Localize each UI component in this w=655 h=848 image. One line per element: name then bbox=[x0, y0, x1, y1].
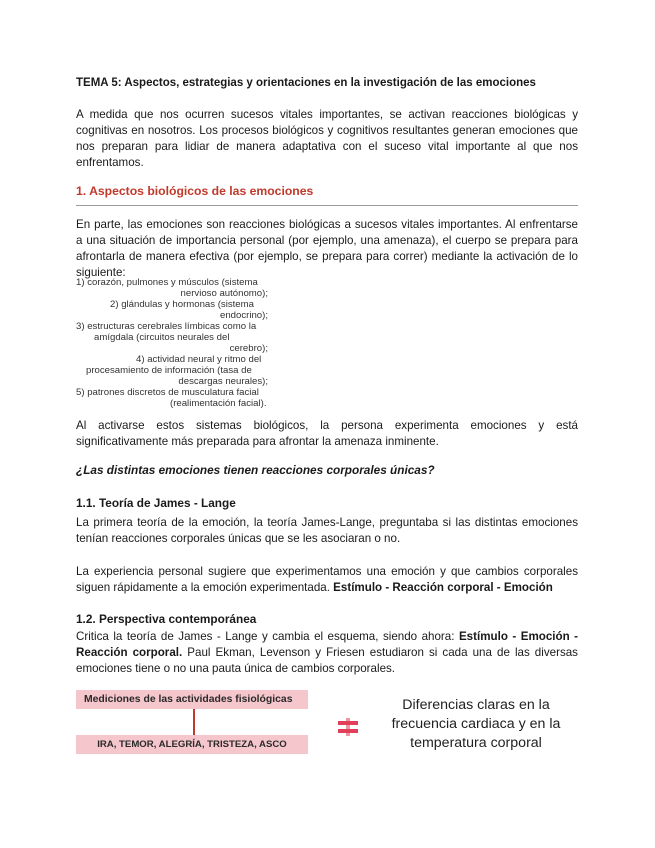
list-line: cerebro); bbox=[229, 343, 268, 354]
connector-line bbox=[193, 709, 195, 735]
list-line: nervioso autónomo); bbox=[180, 288, 268, 299]
after-list-paragraph: Al activarse estos sistemas biológicos, la persona experimenta emociones y está significativamente más preparada para afrontar la amenaza inminente. bbox=[76, 419, 578, 448]
section12-text-end: Paul Ekman, Levenson y Friesen estudiaron si cada una de las diversas emociones tiene o no una pauta única de cambios corporales. bbox=[76, 646, 578, 675]
equals-icon bbox=[336, 715, 360, 739]
list-line: endocrino); bbox=[220, 310, 268, 321]
section11-heading: 1.1. Teoría de James - Lange bbox=[76, 496, 236, 510]
list-line: amígdala (circuitos neurales del bbox=[94, 332, 230, 343]
section11-paragraph-1: La primera teoría de la emoción, la teoría James-Lange, preguntaba si las distintas emociones tenían reacciones corporales únicas que se les asociaran o no. bbox=[76, 516, 578, 545]
section11-text: La experiencia personal sugiere que experimentamos una emoción y que cambios corporales siguen rápidamente a la emoción experimentada. bbox=[76, 565, 578, 594]
james-lange-scheme: Estímulo - Reacción corporal - Emoción bbox=[333, 581, 553, 594]
section1-paragraph: En parte, las emociones son reacciones biológicas a sucesos vitales importantes. Al enfrentarse a una situación de importancia personal (por ejemplo, una amenaza), el cuerpo se prepara para afrontarla de manera efectiva (por ejemplo, se prepara para correr) mediante la activación de lo siguiente: bbox=[76, 218, 578, 279]
list-line: 1) corazón, pulmones y músculos (sistema bbox=[76, 277, 258, 288]
biological-systems-list bbox=[76, 277, 268, 409]
question-heading: ¿Las distintas emociones tienen reacciones corporales únicas? bbox=[76, 463, 435, 477]
list-line: (realimentación facial). bbox=[170, 398, 267, 409]
list-line: procesamiento de información (tasa de bbox=[86, 365, 252, 376]
measurements-box: Mediciones de las actividades fisiológicas bbox=[76, 690, 308, 709]
section12-text-start: Critica la teoría de James - Lange y cambia el esquema, siendo ahora: bbox=[76, 630, 455, 643]
section-divider bbox=[76, 205, 578, 206]
list-line: 3) estructuras cerebrales límbicas como la bbox=[76, 321, 257, 332]
list-line: 4) actividad neural y ritmo del bbox=[136, 354, 262, 365]
list-line: descargas neurales); bbox=[178, 376, 268, 387]
section11-paragraph-2 bbox=[76, 564, 578, 596]
list-line: 5) patrones discretos de musculatura facial bbox=[76, 387, 259, 398]
section1-heading: 1. Aspectos biológicos de las emociones bbox=[76, 184, 314, 198]
emotions-box: IRA, TEMOR, ALEGRÍA, TRISTEZA, ASCO bbox=[76, 735, 308, 754]
section12-paragraph bbox=[76, 629, 578, 677]
contemporary-scheme: Estímulo - Emoción - Reacción corporal. bbox=[76, 630, 578, 659]
intro-paragraph: A medida que nos ocurren sucesos vitales importantes, se activan reacciones biológicas y cognitivas en nosotros. Los procesos biológicos y cognitivos resultantes generan emociones que nos preparan para lidiar de manera adaptativa con el suceso vital importante al que nos enfrentamos. bbox=[76, 108, 578, 169]
list-line: 2) glándulas y hormonas (sistema bbox=[110, 299, 254, 310]
document-title: TEMA 5: Aspectos, estrategias y orientaciones en la investigación de las emociones bbox=[76, 77, 536, 89]
section12-heading: 1.2. Perspectiva contemporánea bbox=[76, 612, 257, 626]
result-text: Diferencias claras en la frecuencia cardiaca y en la temperatura corporal bbox=[391, 697, 561, 751]
